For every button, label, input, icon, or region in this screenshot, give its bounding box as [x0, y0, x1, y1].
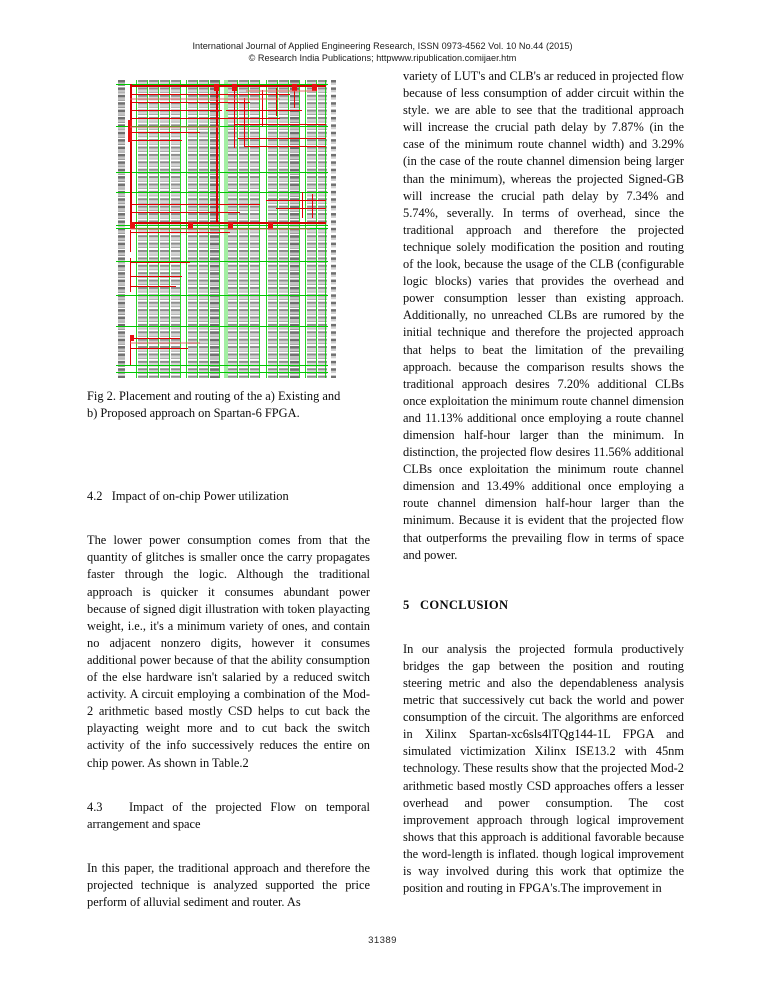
spacer: [87, 833, 370, 860]
page-footer: [0, 935, 765, 946]
spacer: [87, 455, 370, 488]
section-title-conclusion: CONCLUSION: [419, 597, 509, 612]
paragraph-continuation: variety of LUT's and CLB's ar reduced in projected flow because of less consumption of adder circuit within the style. we are able to see that the traditional approach will increase the crucial path delay by 7.87% (in the case of the minimum route channel width) and 3.29% (in the case of the route channel dimension being larger than the minimum), whereas the projected Signed-GB will increase the crucial path delay by 7.34% and 5.74%, severally. In terms of overhead, since the traditional approach and therefore the projected technique solely modification the position and routing of the look, because the usage of the CLB (configurable logic blocks) varies that provides the overhead and power consumption lesser than existing approach. Additionally, no unreached CLBs are rumored by the initial technique and therefore the projected approach that helps to beat the limitation of the prevailing approach. because the comparison results shows the traditional approach desires 7.20% additional CLBs once exploitation the minimum route channel dimension and 11.13% additional once employing a route channel dimension half-hour larger than the minimum. In distinction, the projected flow desires 11.56% additional CLBs once exploitation the minimum route channel dimension and 13.49% additional once employing a route channel dimension half-hour larger than the minimum. Because it is evident that the projected flow that outperforms the prevailing flow in terms of space and power.: [403, 69, 684, 562]
section-number-5: 5: [403, 597, 410, 612]
spacer: [403, 564, 684, 597]
spacer: [87, 505, 370, 532]
journal-header-line-1: International Journal of Applied Engineering Research, ISSN 0973-4562 Vol. 10 No.44 (2015): [192, 41, 573, 51]
spacer: [87, 772, 370, 799]
section-heading-4-2: [87, 488, 370, 505]
section-title-4-3: Impact of the projected Flow on temporal arrangement and space: [87, 799, 370, 831]
left-text-column: [87, 75, 370, 911]
journal-header-line-2: © Research India Publications; httpwww.ripublication.comijaer.htm: [248, 52, 517, 63]
paragraph-timing-and-area: In this paper, the traditional approach and therefore the projected technique is analyzed supported the price perform of alluvial sediment and router. As: [87, 860, 370, 909]
figure-spacer: [87, 75, 370, 388]
figure-caption-line-2: b) Proposed approach on Spartan-6 FPGA.: [87, 406, 300, 421]
spacer: [403, 614, 684, 641]
right-text-column: [403, 68, 684, 897]
paragraph-power-utilization: The lower power consumption comes from that the quantity of glitches is smaller once the carry propagates faster through the logic. Although the traditional approach is quicker it consumes abundant power because of signed digit illustration with token playacting weight, i.e., it's a minimum variety of ones, and contain no adjacent nonzero digits, however it consumes additional power because of that the ability consumption of the else hardware isn't salaried by a reduced switch activity. A circuit employing a combination of the Mod-2 arithmetic based mostly CSD helps to cut back the playacting weight more and to cut back the switch activity of the info successively reduces the entire on chip power. As shown in Table.2: [87, 533, 370, 770]
spacer: [87, 422, 370, 455]
section-heading-4-3: [87, 799, 370, 833]
section-number-4-3: 4.3: [87, 799, 103, 814]
section-title-4-2: Impact of on-chip Power utilization: [111, 489, 289, 504]
figure-caption-line-1: Fig 2. Placement and routing of the a) Existing and: [87, 389, 341, 403]
journal-header: [0, 41, 765, 64]
section-number-4-2: 4.2: [87, 489, 103, 504]
paragraph-conclusion: In our analysis the projected formula productively bridges the gap between the position and routing steering metric and also the dependableness analysis metric that successively cut back the world and power consumption of the circuit. The algorithms are enforced in Xilinx Spartan-xc6sls4lTQg144-1L FPGA and simulated victimization Xilinx ISE13.2 with 45nm technology. These results show that the projected Mod-2 arithmetic based mostly CSD approaches offers a lesser overhead and power consumption. The cost improvement approach through logical improvement shows that this approach is additional favorable because the word-length is inflated. though logical improvement is way involved during this work that optimize the position and routing in FPGA's.The improvement in: [403, 641, 684, 896]
page-number: 31389: [368, 935, 397, 946]
section-heading-5-conclusion: [403, 597, 684, 614]
